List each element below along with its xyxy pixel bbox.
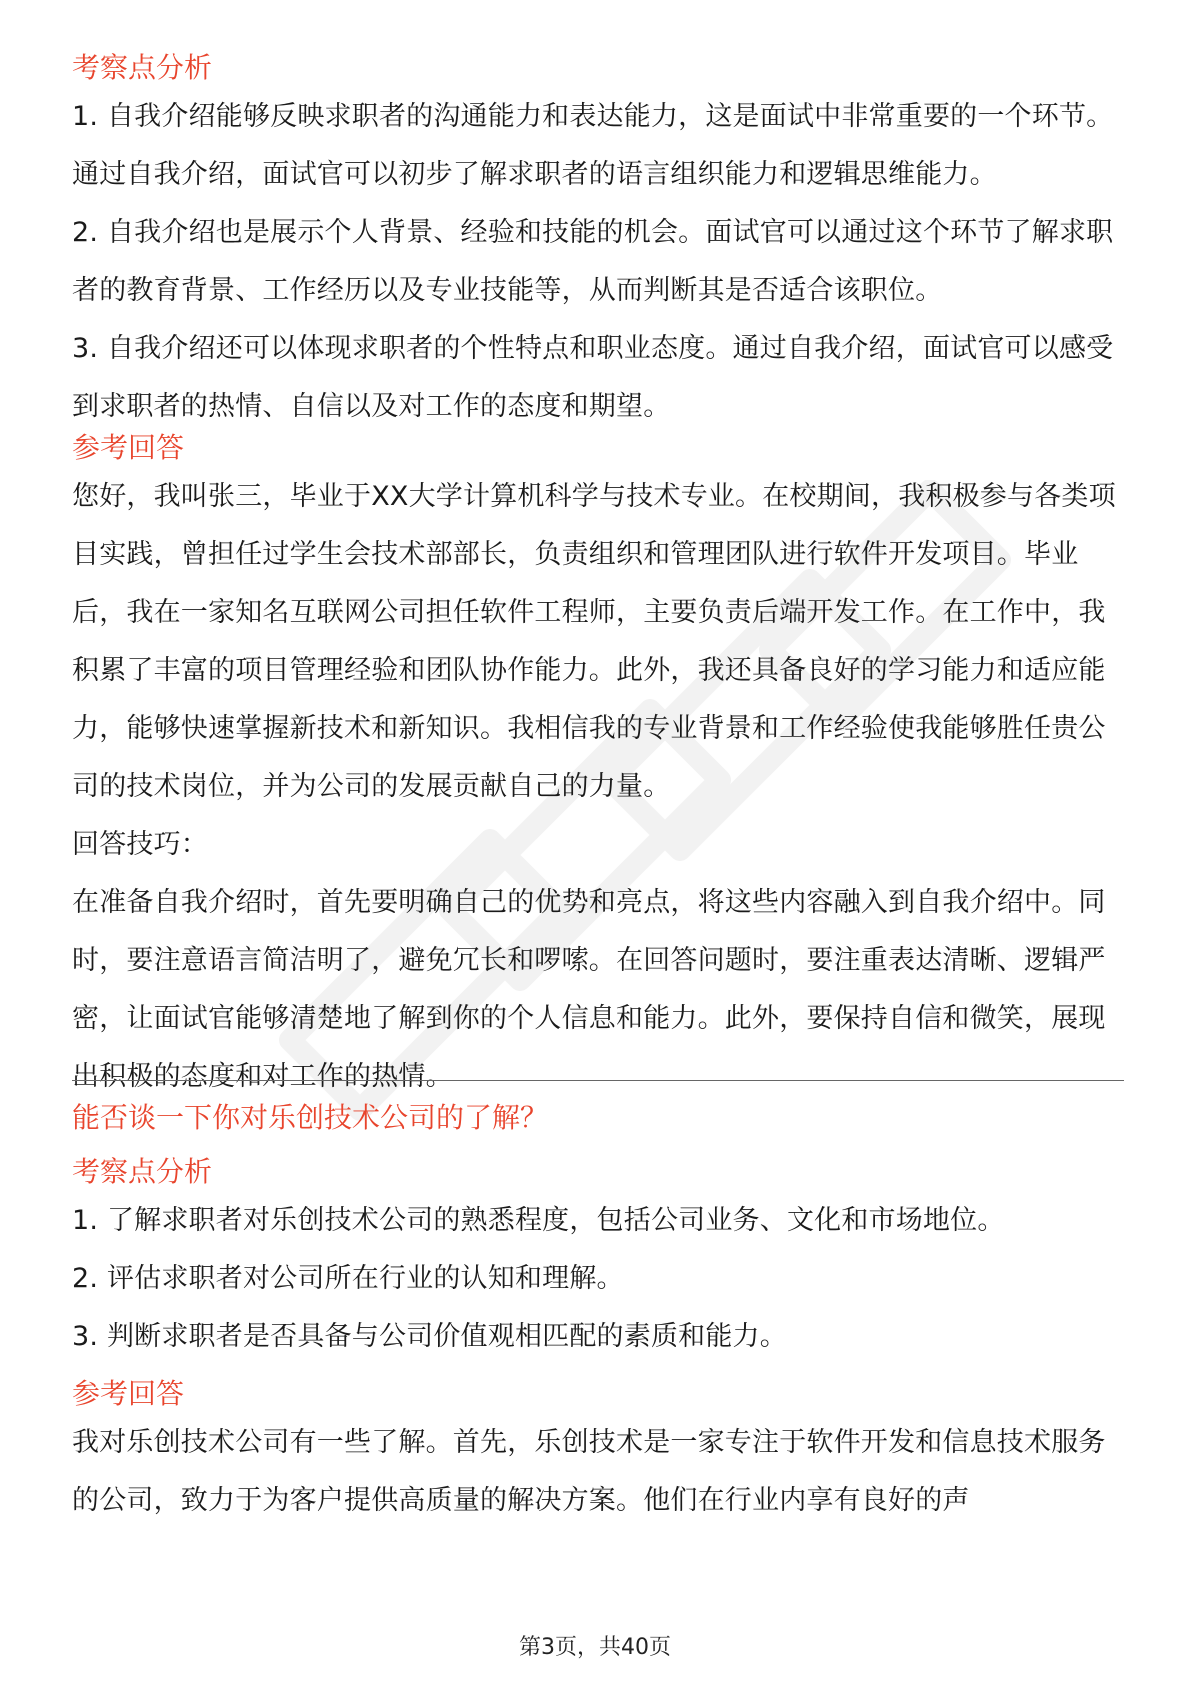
answer-text: 您好，我叫张三，毕业于XX大学计算机科学与技术专业。在校期间，我积极参与各类项目实践，曾担任过学生会技术部部长，负责组织和管理团队进行软件开发项目。毕业后，我在一家知名互联网公司担任软件工程师，主要负责后端开发工作。在工作中，我积累了丰富的项目管理经验和团队协作能力。此外，我还具备良好的学习能力和适应能力，能够快速掌握新技术和新知识。我相信我的专业背景和工作经验使我能够胜任贵公司的技术岗位，并为公司的发展贡献自己的力量。 <box>72 481 1116 802</box>
analysis-item-2: 2. 自我介绍也是展示个人背景、经验和技能的机会。面试官可以通过这个环节了解求职者的教育背景、工作经历以及专业技能等，从而判断其是否适合该职位。 <box>72 217 1114 306</box>
analysis-item-2-2: 2. 评估求职者对公司所在行业的认知和理解。 <box>72 1263 624 1294</box>
analysis-section-2 <box>72 1152 1124 1192</box>
answer-section <box>72 428 1124 468</box>
answer-heading: 参考回答 <box>72 431 185 464</box>
answer-body <box>72 468 1124 1106</box>
analysis-list-2 <box>72 1192 1124 1366</box>
analysis-heading-2: 考察点分析 <box>72 1155 213 1188</box>
answer-body-2 <box>72 1414 1124 1530</box>
question-title: 能否谈一下你对乐创技术公司的了解？ <box>72 1101 549 1134</box>
tips-text: 在准备自我介绍时，首先要明确自己的优势和亮点，将这些内容融入到自我介绍中。同时，要注意语言简洁明了，避免冗长和啰嗦。在回答问题时，要注重表达清晰、逻辑严密，让面试官能够清楚地了解到你的个人信息和能力。此外，要保持自信和微笑，展现出积极的态度和对工作的热情。 <box>72 887 1106 1092</box>
page-footer: 第3页，共40页 <box>519 1635 671 1660</box>
tips-label: 回答技巧： <box>72 829 208 860</box>
analysis-heading: 考察点分析 <box>72 51 213 84</box>
analysis-item-1: 1. 自我介绍能够反映求职者的沟通能力和表达能力，这是面试中非常重要的一个环节。通过自我介绍，面试官可以初步了解求职者的语言组织能力和逻辑思维能力。 <box>72 101 1114 190</box>
analysis-section <box>72 48 1124 88</box>
analysis-item-2-1: 1. 了解求职者对乐创技术公司的熟悉程度，包括公司业务、文化和市场地位。 <box>72 1205 1005 1236</box>
question-section <box>72 1098 1124 1138</box>
answer-section-2 <box>72 1374 1124 1414</box>
answer-text-2: 我对乐创技术公司有一些了解。首先，乐创技术是一家专注于软件开发和信息技术服务的公司，致力于为客户提供高质量的解决方案。他们在行业内享有良好的声 <box>72 1427 1106 1516</box>
analysis-list <box>72 88 1124 436</box>
analysis-item-2-3: 3. 判断求职者是否具备与公司价值观相匹配的素质和能力。 <box>72 1321 787 1352</box>
section-divider <box>72 1080 1124 1081</box>
analysis-item-3: 3. 自我介绍还可以体现求职者的个性特点和职业态度。通过自我介绍，面试官可以感受到求职者的热情、自信以及对工作的态度和期望。 <box>72 333 1114 422</box>
answer-heading-2: 参考回答 <box>72 1377 185 1410</box>
